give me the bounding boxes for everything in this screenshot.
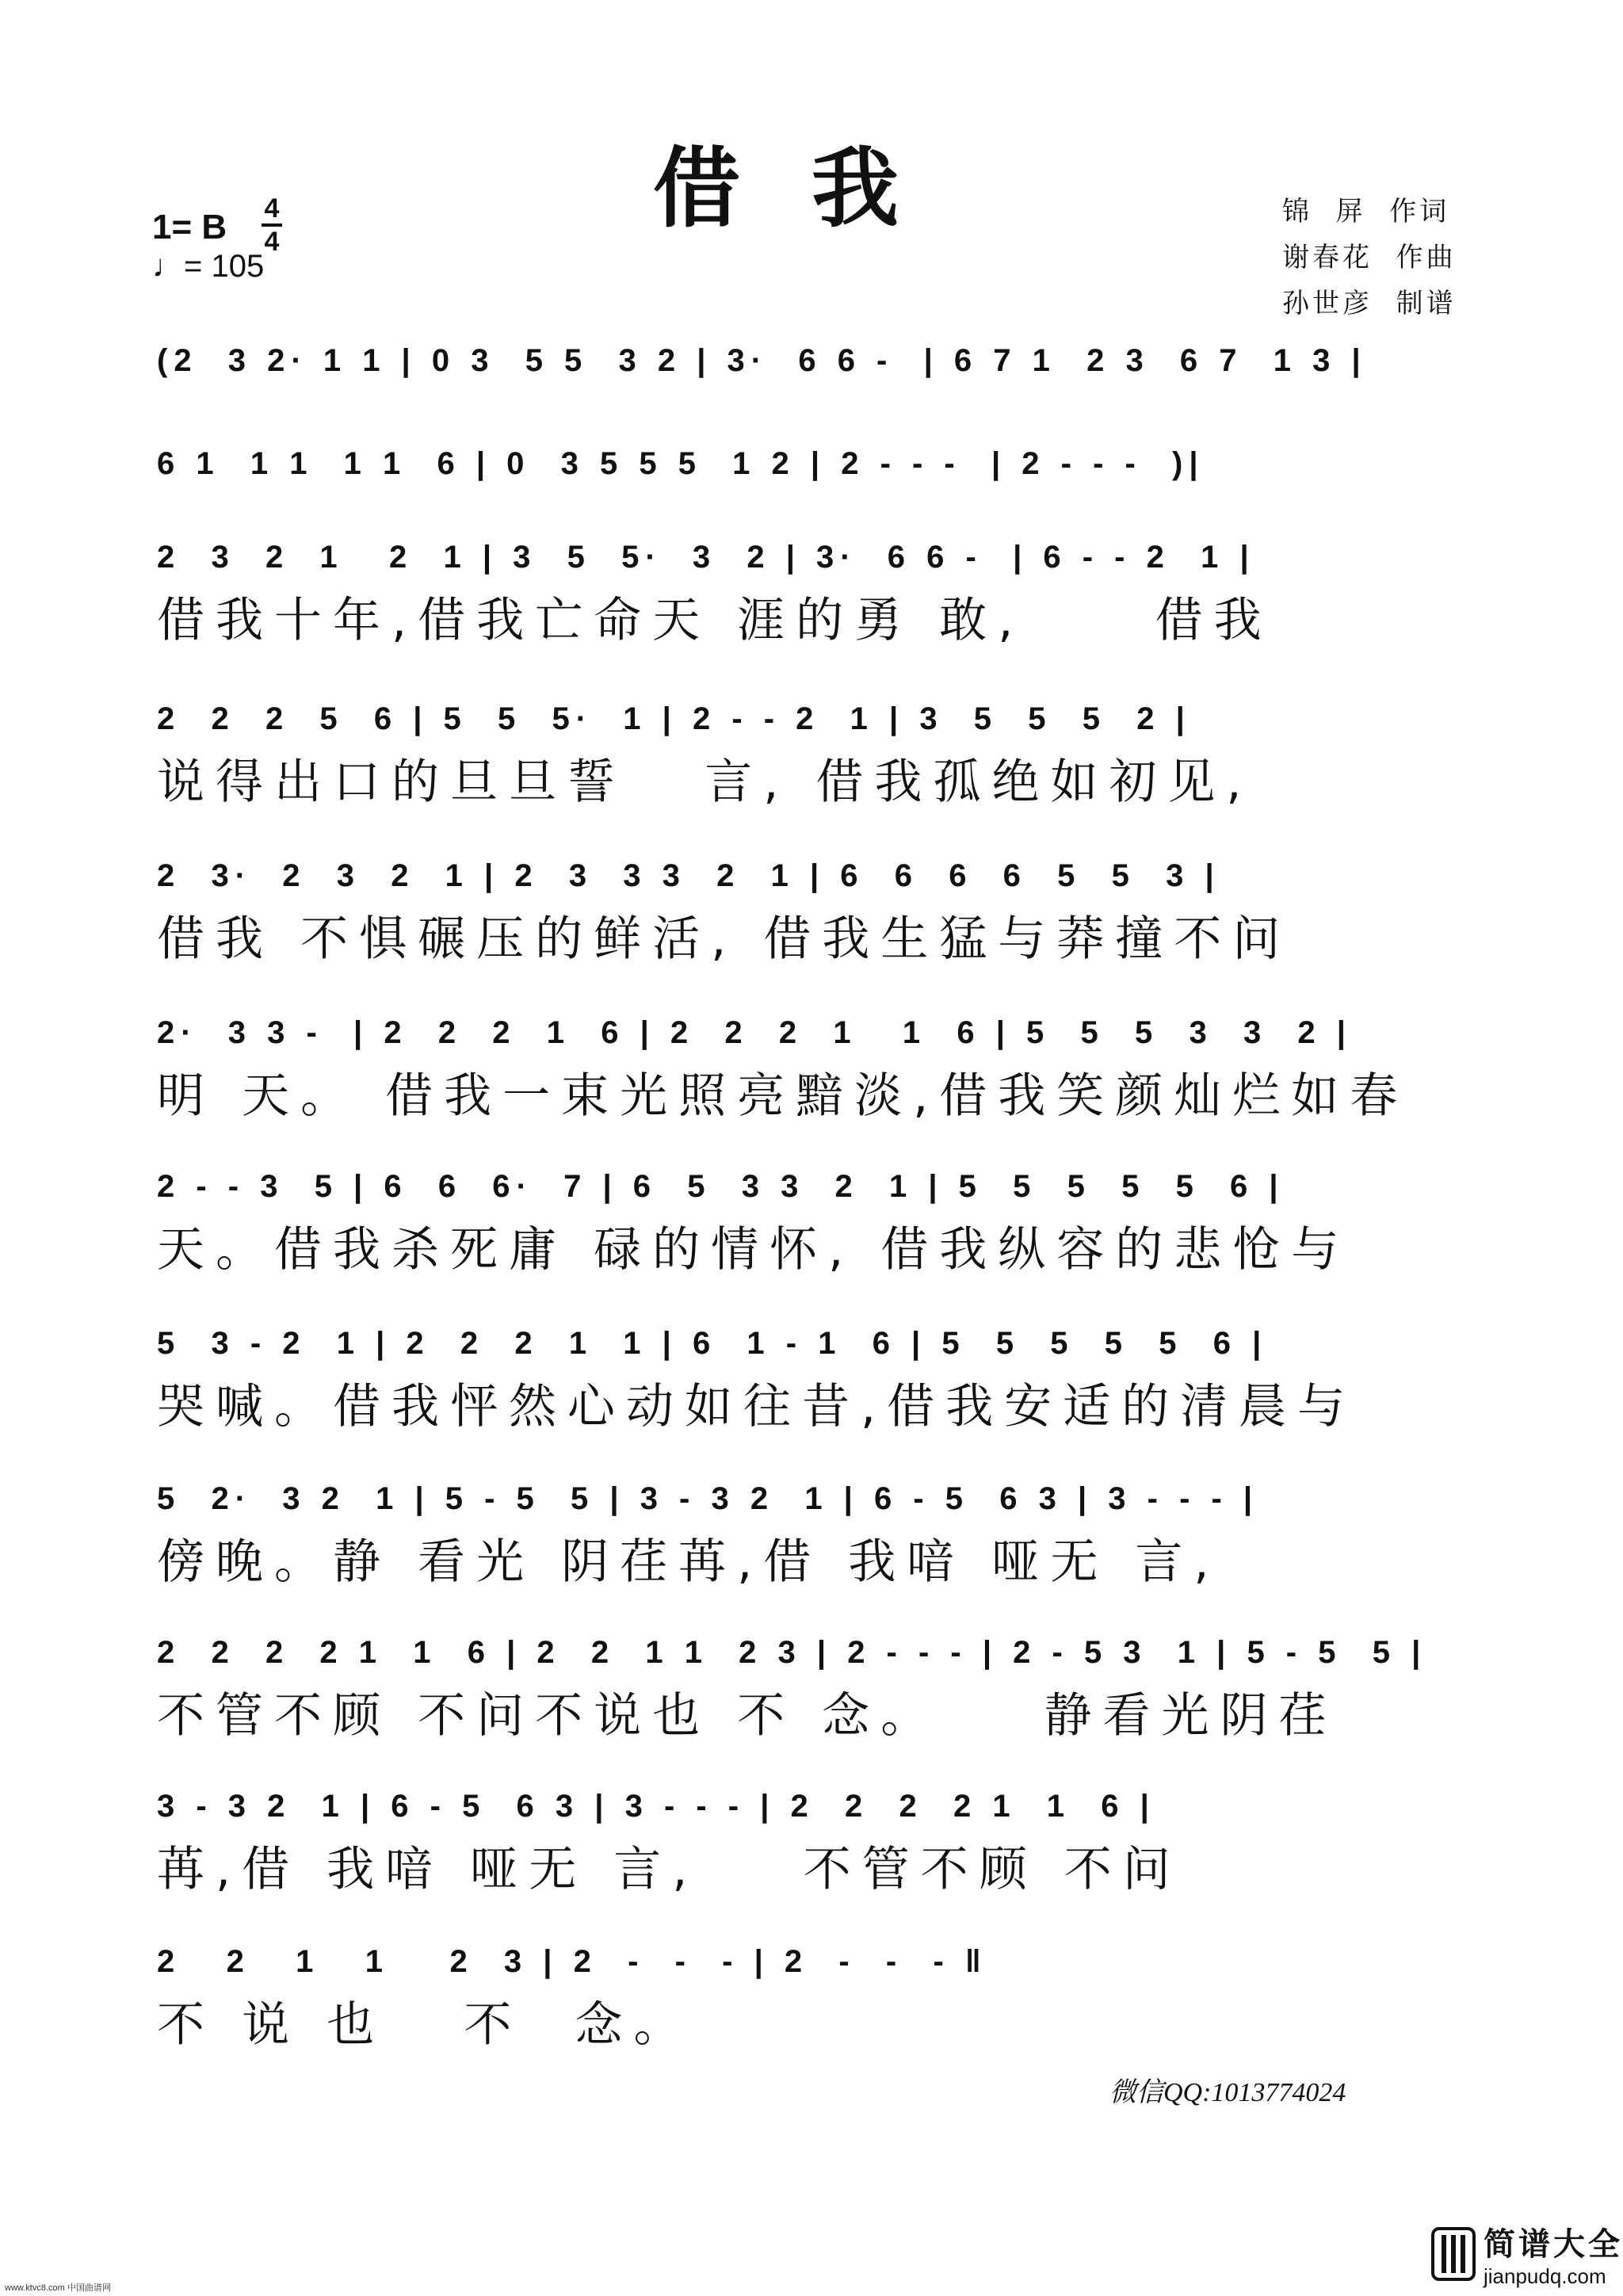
lyricist-credit: 锦 屏 作词 [1282, 196, 1450, 227]
credits [1282, 189, 1457, 327]
lyrics-line: 借我十年,借我亡命天 涯的勇 敢, 借我 [157, 593, 1273, 648]
song-title: 借我 [653, 138, 970, 239]
staff-5 [157, 848, 1465, 967]
staff-6 [157, 1005, 1465, 1124]
notation-line: 2 2 2 2 1 1 6 | 2 2 1 1 2 3 | 2 - - - | 2 - 5 3 1 | 5 - 5 5 | [157, 1634, 1427, 1670]
key-signature: 1= B [152, 208, 227, 246]
lyrics-line: 哭喊。借我怦然心动如往昔,借我安适的清晨与 [157, 1379, 1357, 1435]
brand-logo [1431, 2219, 1623, 2289]
staff-11 [157, 1778, 1465, 1897]
lyrics-line: 不管不顾 不问不说也 不 念。 静看光阴荏 [157, 1688, 1338, 1744]
notation-line: 5 3 - 2 1 | 2 2 2 1 1 | 6 1 - 1 6 | 5 5 5 5 5 6 | [157, 1325, 1268, 1361]
notation-line: 2 3 2 1 2 1 | 3 5 5· 3 2 | 3· 6 6 - | 6 - - 2 1 | [157, 539, 1255, 575]
staff-9 [157, 1471, 1465, 1590]
transcriber-credit: 孙世彦 制谱 [1282, 288, 1457, 319]
notation-line: 6 1 1 1 1 1 6 | 0 3 5 5 5 1 2 | 2 - - - | 2 - - - )| [157, 445, 1205, 481]
composer-credit: 谢春花 作曲 [1282, 242, 1457, 273]
time-signature [262, 195, 282, 255]
time-numerator: 4 [264, 193, 280, 223]
lyrics-line: 借我 不惧碾压的鲜活, 借我生猛与莽撞不问 [157, 911, 1292, 967]
notation-line: 2 - - 3 5 | 6 6 6· 7 | 6 5 3 3 2 1 | 5 5 5 5 5 6 | [157, 1168, 1285, 1204]
staff-10 [157, 1625, 1465, 1744]
contact-info: 微信QQ:1013774024 [1109, 2078, 1346, 2107]
staff-7 [157, 1159, 1465, 1278]
staff-3 [157, 529, 1465, 648]
staff-12 [157, 1934, 1465, 2053]
notation-line: 2· 3 3 - | 2 2 2 1 6 | 2 2 2 1 1 6 | 5 5 5 3 3 2 | [157, 1014, 1352, 1050]
notation-line: 3 - 3 2 1 | 6 - 5 6 3 | 3 - - - | 2 2 2 2 1 1 6 | [157, 1788, 1155, 1824]
notation-line: 5 2· 3 2 1 | 5 - 5 5 | 3 - 3 2 1 | 6 - 5 6 3 | 3 - - - | [157, 1480, 1259, 1516]
piano-icon [1431, 2227, 1476, 2281]
lyrics-line: 明 天。 借我一束光照亮黯淡,借我笑颜灿烂如春 [157, 1068, 1409, 1124]
lyrics-line: 傍晚。静 看光 阴荏苒,借 我喑 哑无 言, [157, 1534, 1220, 1590]
watermark-left: www.ktvc8.com 中国曲谱网 [5, 2283, 111, 2293]
brand-url: jianpudq.com [1484, 2264, 1606, 2288]
lyrics-line: 天。借我杀死庸 碌的情怀, 借我纵容的悲怆与 [157, 1222, 1350, 1278]
lyrics-line: 苒,借 我喑 哑无 言, 不管不顾 不问 [157, 1842, 1182, 1897]
notation-line: 2 2 2 5 6 | 5 5 5· 1 | 2 - - 2 1 | 3 5 5 5 2 | [157, 701, 1191, 736]
notation-line: (2 3 2· 1 1 | 0 3 5 5 3 2 | 3· 6 6 - | 6 7 1 2 3 6 7 1 3 | [157, 342, 1367, 378]
staff-4 [157, 691, 1465, 810]
staff-1 [157, 333, 1465, 388]
staff-2 [157, 436, 1465, 491]
lyrics-line: 说得出口的旦旦誓 言, 借我孤绝如初见, [157, 755, 1253, 810]
staff-8 [157, 1316, 1465, 1435]
time-denominator: 4 [264, 227, 280, 257]
notation-line: 2 3· 2 3 2 1 | 2 3 3 3 2 1 | 6 6 6 6 5 5 3 | [157, 858, 1220, 893]
notation-line: 2 2 1 1 2 3 | 2 - - - | 2 - - - ‖ [157, 1943, 987, 1979]
brand-name: 简谱大全 [1484, 2226, 1623, 2263]
lyrics-line: 不 说 也 不 念。 [157, 1997, 693, 2053]
tempo-marking: ♩= 105 [152, 249, 265, 284]
